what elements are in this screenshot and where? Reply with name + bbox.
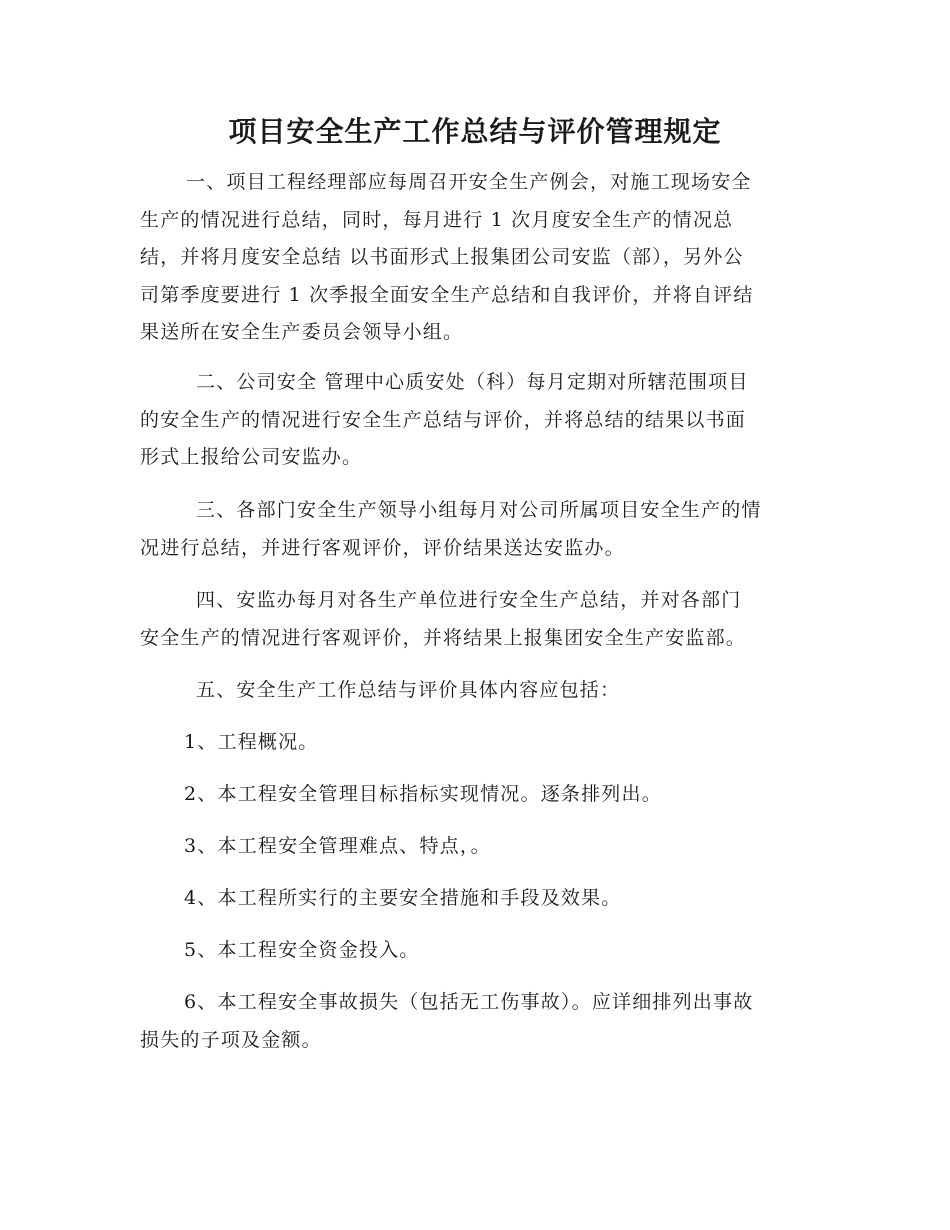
list-item-line: 6、本工程安全事故损失（包括无工伤事故）。应详细排列出事故 (184, 991, 754, 1013)
paragraph-line: 的安全生产的情况进行安全生产总结与评价，并将总结的结果以书面 (140, 408, 747, 431)
paragraph-line: 形式上报给公司安监办。 (140, 446, 363, 468)
document-title: 项目安全生产工作总结与评价管理规定 (228, 115, 722, 148)
paragraph-line: 果送所在安全生产委员会领导小组。 (140, 321, 464, 343)
paragraph-line: 三、各部门安全生产领导小组每月对公司所属项目安全生产的情 (196, 499, 762, 521)
list-item-2 (140, 776, 810, 814)
paragraph-5 (140, 672, 810, 710)
list-item-line: 2、本工程安全管理目标指标实现情况。逐条排列出。 (184, 783, 662, 805)
list-item-line: 3、本工程安全管理难点、特点，。 (184, 835, 491, 857)
paragraph-line: 况进行总结，并进行客观评价，评价结果送达安监办。 (140, 536, 625, 559)
list-item-3 (140, 828, 810, 866)
paragraph-line: 结，并将月度安全总结 以书面形式上报集团公司安监（部），另外公 (140, 246, 744, 268)
paragraph-line: 一、项目工程经理部应每周召开安全生产例会，对施工现场安全 (186, 171, 752, 193)
paragraph-line: 安全生产的情况进行客观评价，并将结果上报集团安全生产安监部。 (140, 626, 747, 649)
list-item-5 (140, 932, 810, 970)
paragraph-3 (140, 492, 810, 567)
paragraph-line: 生产的情况进行总结，同时，每月进行 1 次月度安全生产的情况总 (140, 208, 734, 231)
paragraph-line: 四、安监办每月对各生产单位进行安全生产总结，并对各部门 (196, 589, 742, 611)
paragraph-2 (140, 364, 810, 477)
list-item-6 (140, 984, 810, 1059)
list-item-line: 4、本工程所实行的主要安全措施和手段及效果。 (184, 887, 622, 909)
list-item-1 (140, 724, 810, 762)
paragraph-1 (140, 164, 810, 352)
list-item-line: 5、本工程安全资金投入。 (184, 939, 420, 961)
list-item-4 (140, 880, 810, 918)
paragraph-line: 二、公司安全 管理中心质安处（科）每月定期对所辖范围项目 (196, 371, 749, 393)
list-item-line: 损失的子项及金额。 (140, 1028, 322, 1051)
paragraph-4 (140, 582, 810, 657)
paragraph-line: 司第季度要进行 1 次季报全面安全生产总结和自我评价，并将自评结 (140, 283, 754, 306)
paragraph-line: 五、安全生产工作总结与评价具体内容应包括： (196, 679, 621, 701)
list-item-line: 1、工程概况。 (184, 731, 319, 753)
